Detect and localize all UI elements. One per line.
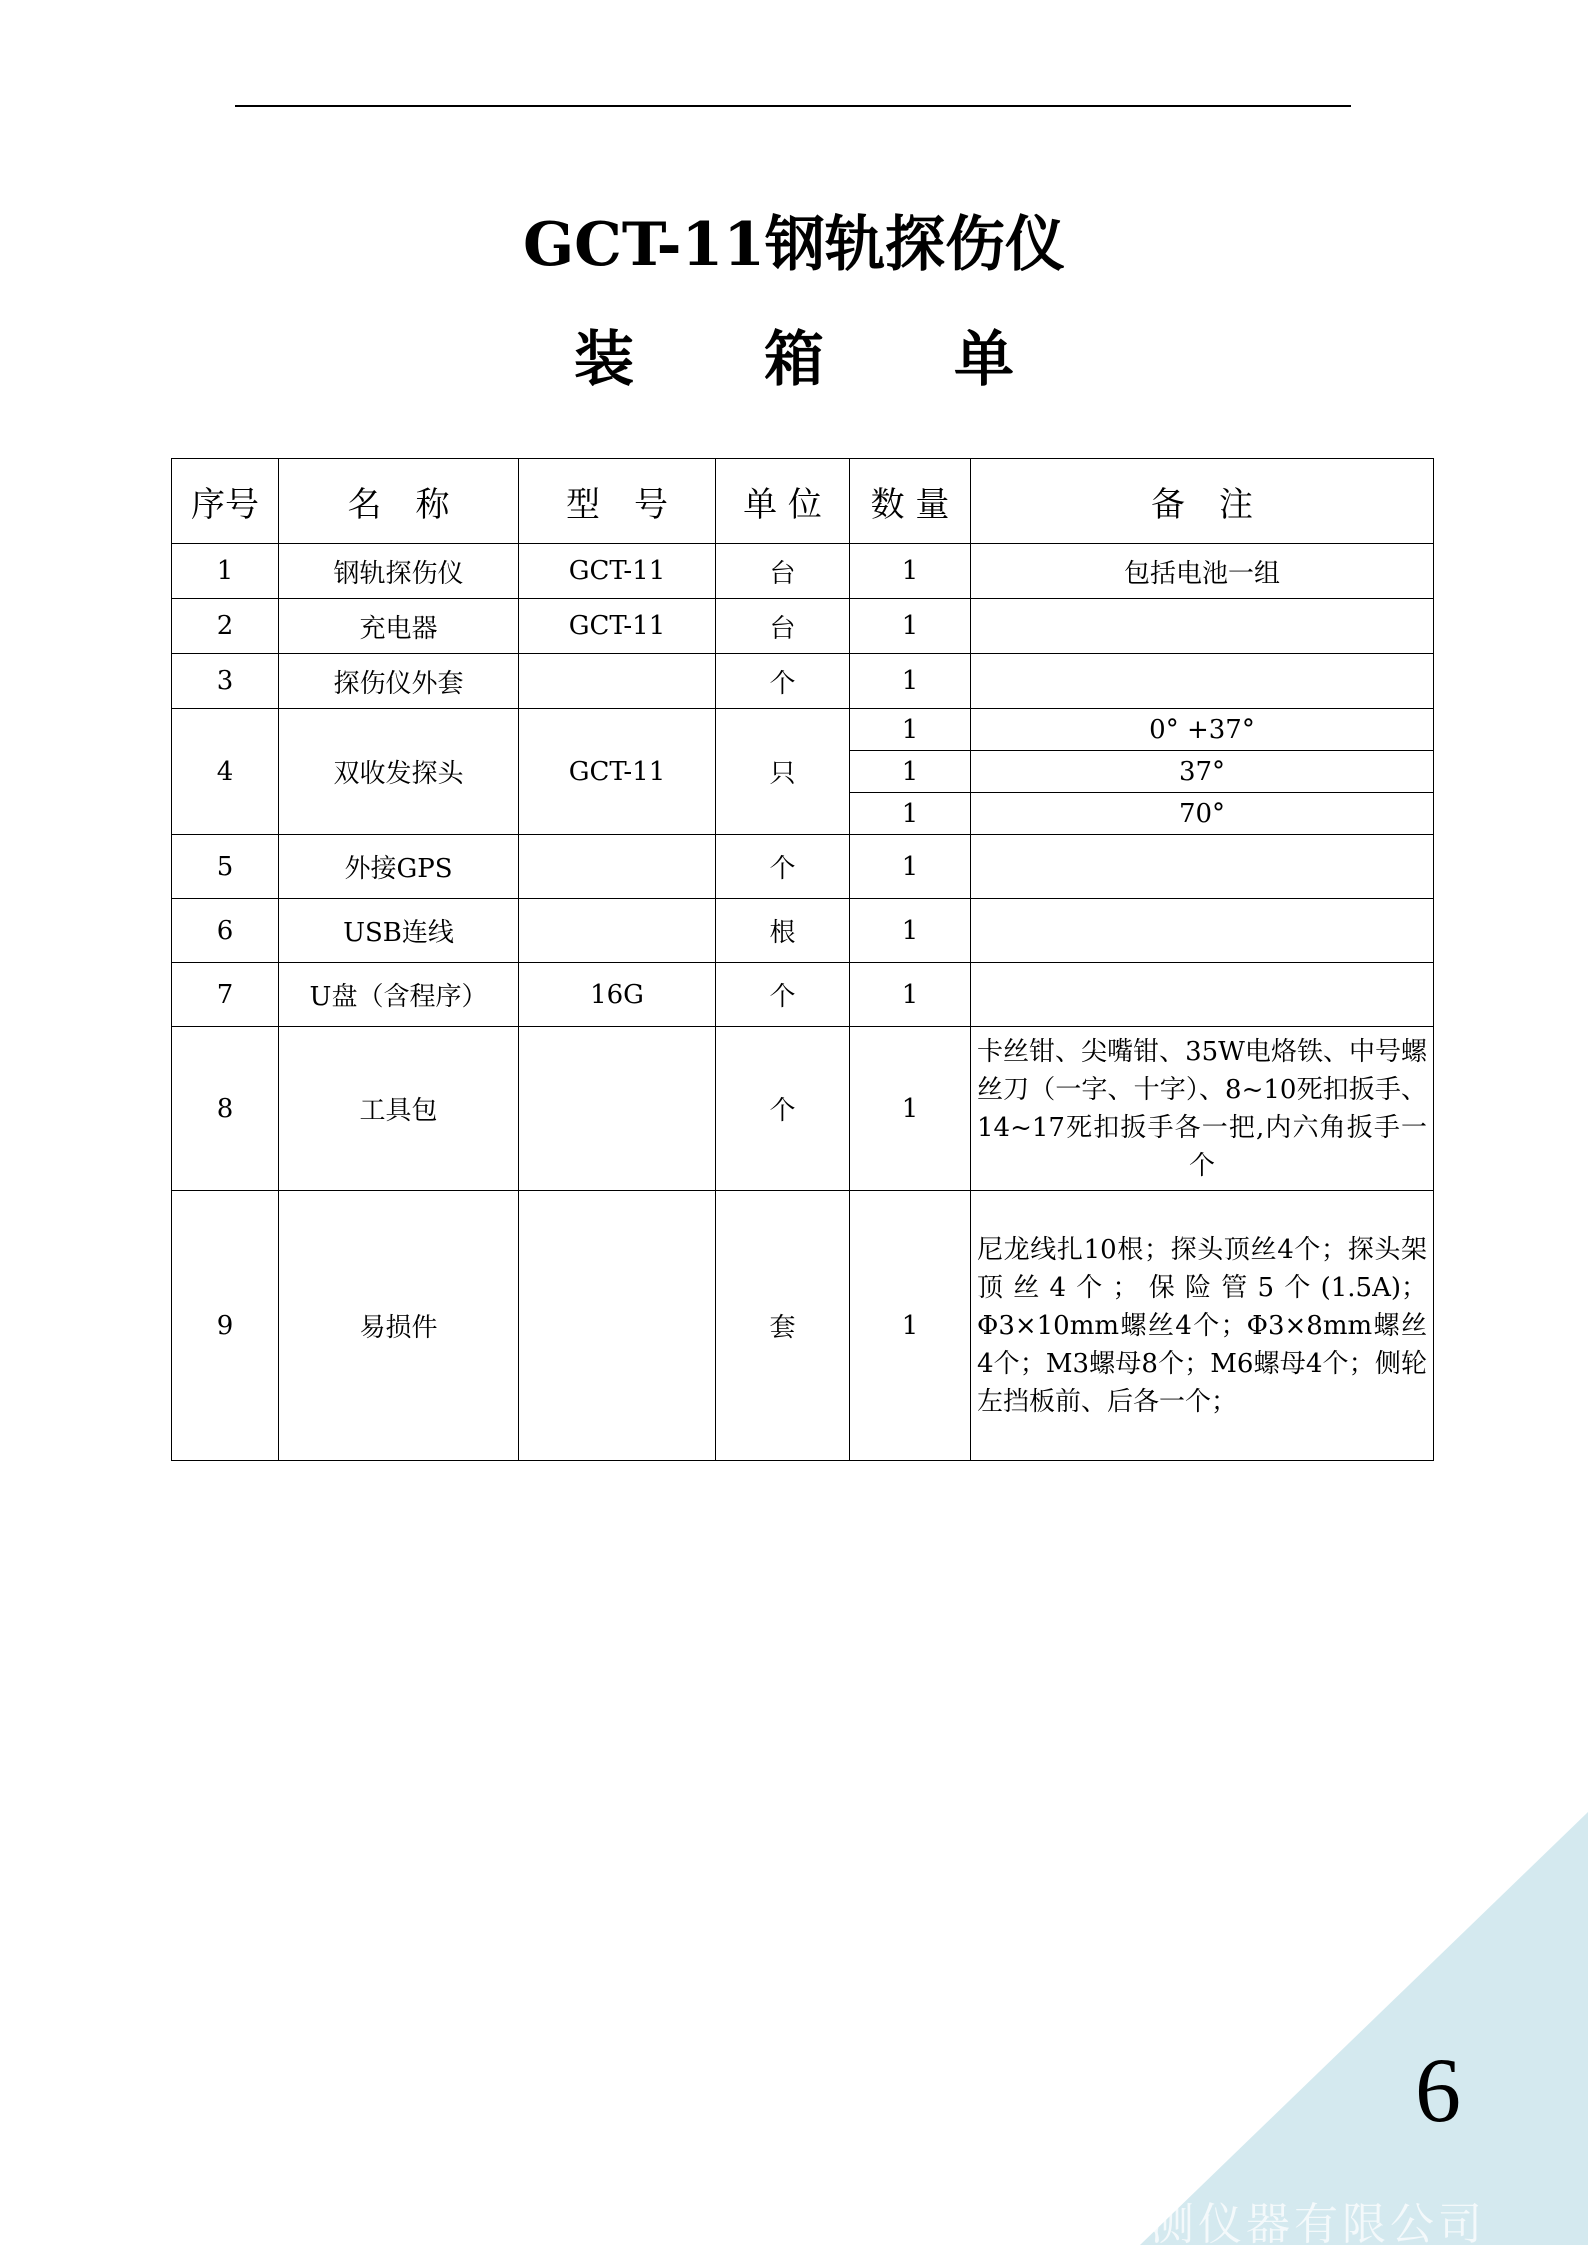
cell-unit: 个 <box>716 654 850 709</box>
cell-no: 7 <box>172 963 279 1027</box>
cell-unit: 个 <box>716 1027 850 1191</box>
cell-name: 充电器 <box>279 599 519 654</box>
cell-model: GCT-11 <box>519 709 716 835</box>
cell-qty: 1 <box>850 835 971 899</box>
cell-model: GCT-11 <box>519 544 716 599</box>
cell-no: 9 <box>172 1191 279 1461</box>
page-title: GCT-11钢轨探伤仪 <box>522 210 1066 280</box>
cell-no: 1 <box>172 544 279 599</box>
cell-model: 16G <box>519 963 716 1027</box>
header-name: 名 称 <box>279 459 519 544</box>
cell-unit: 台 <box>716 599 850 654</box>
cell-qty: 1 <box>850 1027 971 1191</box>
cell-qty: 1 <box>850 899 971 963</box>
cell-no: 8 <box>172 1027 279 1191</box>
cell-name: 钢轨探伤仪 <box>279 544 519 599</box>
cell-unit: 个 <box>716 835 850 899</box>
cell-note: 37° <box>971 751 1434 793</box>
subtitle-char-2: 箱 <box>764 325 824 395</box>
cell-name: U盘（含程序） <box>279 963 519 1027</box>
header-unit: 单 位 <box>716 459 850 544</box>
cell-unit: 根 <box>716 899 850 963</box>
cell-name: 外接GPS <box>279 835 519 899</box>
corner-triangle <box>1140 1812 1588 2245</box>
cell-unit: 个 <box>716 963 850 1027</box>
cell-name: 双收发探头 <box>279 709 519 835</box>
cell-qty: 1 <box>850 709 971 751</box>
cell-note: 卡丝钳、尖嘴钳、35W电烙铁、中号螺丝刀（一字、十字）、8~10死扣扳手、14~17死扣扳手各一把,内六角扳手一个 <box>971 1027 1434 1191</box>
cell-qty: 1 <box>850 654 971 709</box>
header-note: 备 注 <box>971 459 1434 544</box>
cell-name: 探伤仪外套 <box>279 654 519 709</box>
cell-name: USB连线 <box>279 899 519 963</box>
page-number: 6 <box>1415 2039 1461 2141</box>
cell-qty: 1 <box>850 751 971 793</box>
header-qty: 数 量 <box>850 459 971 544</box>
subtitle-char-1: 装 <box>574 325 634 395</box>
cell-qty: 1 <box>850 793 971 835</box>
cell-no: 2 <box>172 599 279 654</box>
header-model: 型 号 <box>519 459 716 544</box>
cell-qty: 1 <box>850 963 971 1027</box>
watermark-text: 测仪器有限公司 <box>1150 2200 1486 2250</box>
cell-no: 3 <box>172 654 279 709</box>
cell-name: 易损件 <box>279 1191 519 1461</box>
cell-no: 5 <box>172 835 279 899</box>
cell-qty: 1 <box>850 544 971 599</box>
cell-note: 包括电池一组 <box>971 544 1434 599</box>
cell-note: 0° +37° <box>971 709 1434 751</box>
cell-unit: 套 <box>716 1191 850 1461</box>
cell-no: 6 <box>172 899 279 963</box>
cell-qty: 1 <box>850 1191 971 1461</box>
cell-no: 4 <box>172 709 279 835</box>
cell-note: 70° <box>971 793 1434 835</box>
cell-name: 工具包 <box>279 1027 519 1191</box>
cell-unit: 台 <box>716 544 850 599</box>
cell-model: GCT-11 <box>519 599 716 654</box>
cell-note: 尼龙线扎10根；探头顶丝4个；探头架顶丝4个；保险管5个(1.5A)；Φ3×10mm螺丝4个；Φ3×8mm螺丝4个；M3螺母8个；M6螺母4个；侧轮左挡板前、后各一个； <box>971 1191 1434 1461</box>
subtitle-char-3: 单 <box>954 325 1014 395</box>
cell-qty: 1 <box>850 599 971 654</box>
cell-unit: 只 <box>716 709 850 835</box>
header-no: 序号 <box>172 459 279 544</box>
